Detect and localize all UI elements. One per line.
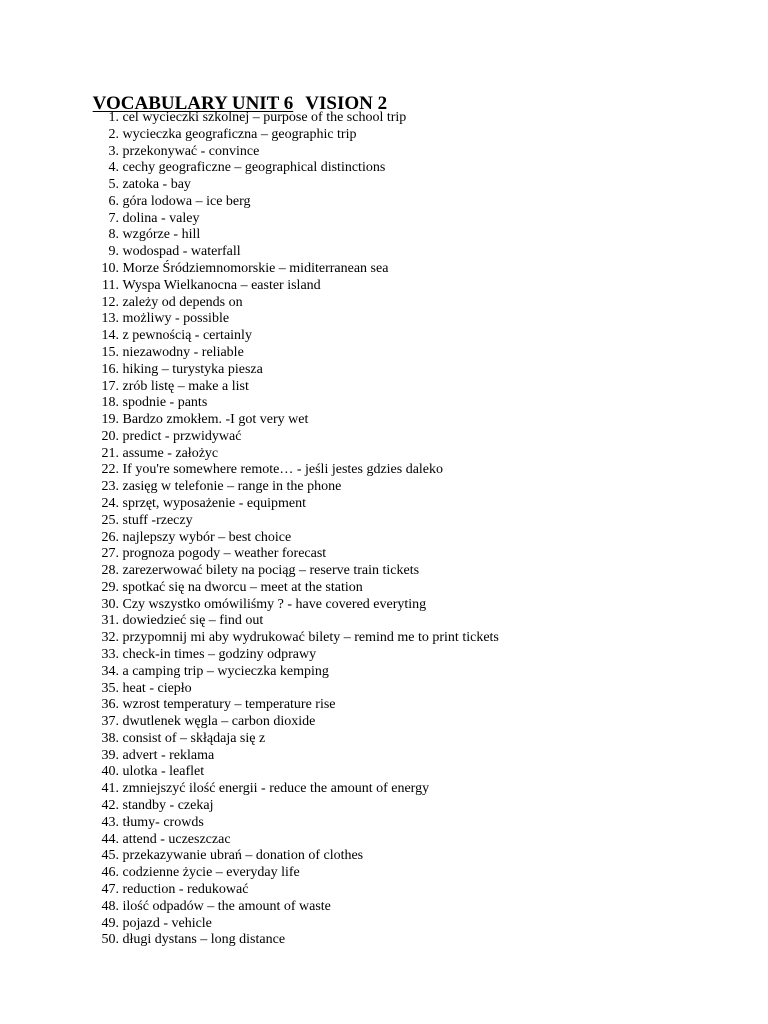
vocab-item-text: codzienne życie – everyday life bbox=[122, 865, 300, 881]
vocab-item-number: 50. bbox=[101, 932, 119, 948]
vocab-item-text: pojazd - vehicle bbox=[122, 915, 212, 931]
vocab-item-text: długi dystans – long distance bbox=[122, 932, 286, 948]
vocab-item-text: dolina - valey bbox=[122, 210, 200, 226]
vocab-item-text: dowiedzieć się – find out bbox=[122, 613, 264, 629]
vocab-item-number: 43. bbox=[101, 814, 119, 830]
vocab-item-text: Morze Śródziemnomorskie – miditerranean sea bbox=[122, 261, 389, 277]
vocab-item-text: tłumy- crowds bbox=[122, 814, 204, 830]
vocab-item bbox=[96, 546, 499, 563]
vocab-item bbox=[96, 714, 499, 731]
vocab-item-text: predict - przwidywać bbox=[122, 428, 242, 444]
vocab-item-number: 24. bbox=[101, 495, 119, 511]
vocab-item bbox=[96, 815, 499, 832]
vocab-item bbox=[96, 446, 499, 463]
vocab-item-number: 19. bbox=[101, 412, 119, 428]
vocab-item-text: najlepszy wybór – best choice bbox=[122, 529, 292, 545]
vocab-item bbox=[96, 647, 499, 664]
vocab-item-number: 35. bbox=[101, 680, 119, 696]
vocab-item bbox=[96, 681, 499, 698]
vocab-item-number: 28. bbox=[101, 563, 119, 579]
vocab-item-text: If you're somewhere remote… - jeśli jestes gdzies daleko bbox=[122, 462, 444, 478]
vocab-item-text: cechy geograficzne – geographical distinctions bbox=[122, 160, 386, 176]
vocab-item-number: 40. bbox=[101, 764, 119, 780]
vocab-item bbox=[96, 781, 499, 798]
vocab-item-text: ilość odpadów – the amount of waste bbox=[122, 898, 331, 914]
vocab-item-number: 6. bbox=[108, 193, 119, 209]
vocab-item-text: zależy od depends on bbox=[122, 294, 243, 310]
vocab-item-text: możliwy - possible bbox=[122, 311, 230, 327]
vocab-item-text: a camping trip – wycieczka kemping bbox=[122, 663, 329, 679]
vocab-item bbox=[96, 882, 499, 899]
vocab-item-text: zarezerwować bilety na pociąg – reserve train tickets bbox=[122, 563, 420, 579]
vocab-item-text: Czy wszystko omówiliśmy ? - have covered everyting bbox=[122, 596, 427, 612]
vocab-item-number: 5. bbox=[108, 177, 119, 193]
vocab-item bbox=[96, 429, 499, 446]
vocab-item-text: zatoka - bay bbox=[122, 177, 191, 193]
vocab-item-text: przypomnij mi aby wydrukować bilety – remind me to print tickets bbox=[122, 630, 499, 646]
vocab-item-text: przekazywanie ubrań – donation of clothes bbox=[122, 848, 364, 864]
vocab-item-number: 11. bbox=[102, 277, 119, 293]
vocab-item-text: sprzęt, wyposażenie - equipment bbox=[122, 495, 306, 511]
vocab-item-text: przekonywać - convince bbox=[122, 143, 260, 159]
vocab-item-text: dwutlenek węgla – carbon dioxide bbox=[122, 714, 316, 730]
vocab-item-number: 15. bbox=[101, 344, 119, 360]
vocab-item bbox=[96, 530, 499, 547]
vocab-item-number: 2. bbox=[108, 126, 119, 142]
vocab-item bbox=[96, 311, 499, 328]
vocab-item bbox=[96, 580, 499, 597]
vocab-item-text: attend - uczeszczac bbox=[122, 831, 231, 847]
vocab-item bbox=[96, 177, 499, 194]
vocab-item-text: check-in times – godziny odprawy bbox=[122, 647, 317, 662]
vocab-item-text: standby - czekaj bbox=[122, 798, 214, 814]
vocab-item bbox=[96, 278, 499, 295]
vocab-item-text: consist of – skłądaja się z bbox=[122, 730, 266, 746]
vocab-item-text: zasięg w telefonie – range in the phone bbox=[122, 479, 342, 495]
vocab-item-text: reduction - redukować bbox=[122, 881, 249, 897]
vocab-item bbox=[96, 479, 499, 496]
vocab-item-number: 25. bbox=[101, 512, 119, 528]
vocab-item bbox=[96, 379, 499, 396]
vocab-item bbox=[96, 697, 499, 714]
vocab-item-number: 1. bbox=[108, 110, 119, 125]
vocab-item bbox=[96, 496, 499, 513]
vocab-item bbox=[96, 144, 499, 161]
vocab-item-number: 29. bbox=[101, 579, 119, 595]
vocab-item-text: wzrost temperatury – temperature rise bbox=[122, 697, 336, 713]
vocab-item bbox=[96, 630, 499, 647]
vocab-item-number: 8. bbox=[108, 227, 119, 243]
vocab-item-number: 34. bbox=[101, 663, 119, 679]
vocab-item-number: 26. bbox=[101, 529, 119, 545]
vocab-item-text: heat - ciepło bbox=[122, 680, 192, 696]
vocab-item-number: 22. bbox=[101, 462, 119, 478]
vocab-item-text: stuff -rzeczy bbox=[122, 512, 193, 528]
vocab-item bbox=[96, 865, 499, 882]
vocab-item-number: 33. bbox=[101, 647, 119, 662]
vocab-item bbox=[96, 563, 499, 580]
title-sub: VISION 2 bbox=[305, 93, 388, 114]
vocab-item bbox=[96, 899, 499, 916]
vocab-item bbox=[96, 932, 499, 949]
vocab-item-number: 20. bbox=[101, 428, 119, 444]
vocab-item bbox=[96, 295, 499, 312]
vocab-item-number: 48. bbox=[101, 898, 119, 914]
vocab-item bbox=[96, 462, 499, 479]
vocab-item bbox=[96, 328, 499, 345]
vocab-item-text: prognoza pogody – weather forecast bbox=[122, 546, 327, 562]
vocab-item-number: 18. bbox=[101, 395, 119, 411]
vocab-item-text: góra lodowa – ice berg bbox=[122, 193, 251, 209]
vocab-item-number: 46. bbox=[101, 865, 119, 881]
vocab-item bbox=[96, 613, 499, 630]
vocab-item-number: 42. bbox=[101, 798, 119, 814]
vocab-item-number: 3. bbox=[108, 143, 119, 159]
vocab-item-text: wzgórze - hill bbox=[122, 227, 201, 243]
vocab-item-number: 32. bbox=[101, 630, 119, 646]
vocab-item bbox=[96, 597, 499, 614]
vocab-item-text: z pewnością - certainly bbox=[122, 328, 252, 344]
vocab-item-number: 13. bbox=[101, 311, 119, 327]
vocab-item-number: 37. bbox=[101, 714, 119, 730]
vocab-item bbox=[96, 513, 499, 530]
vocab-item bbox=[96, 748, 499, 765]
vocab-item-number: 36. bbox=[101, 697, 119, 713]
vocab-item bbox=[96, 832, 499, 849]
vocab-item-text: wycieczka geograficzna – geographic trip bbox=[122, 126, 357, 142]
vocab-item-number: 7. bbox=[108, 210, 119, 226]
vocab-item-number: 17. bbox=[101, 378, 119, 394]
vocab-item-text: Wyspa Wielkanocna – easter island bbox=[122, 277, 321, 293]
vocab-item-text: advert - reklama bbox=[122, 747, 215, 763]
vocab-item bbox=[96, 127, 499, 144]
vocab-item-text: spotkać się na dworcu – meet at the station bbox=[122, 579, 363, 595]
vocab-item bbox=[96, 227, 499, 244]
vocab-item bbox=[96, 261, 499, 278]
title-main: VOCABULARY UNIT 6 bbox=[92, 93, 294, 114]
vocab-item-number: 12. bbox=[101, 294, 119, 310]
vocab-item-number: 38. bbox=[101, 730, 119, 746]
vocab-item bbox=[96, 916, 499, 933]
vocab-item-number: 45. bbox=[101, 848, 119, 864]
vocab-item bbox=[96, 664, 499, 681]
vocab-item-number: 10. bbox=[101, 261, 119, 277]
vocab-item-number: 30. bbox=[101, 596, 119, 612]
vocab-item-number: 16. bbox=[101, 361, 119, 377]
vocab-item bbox=[96, 764, 499, 781]
vocab-item bbox=[96, 362, 499, 379]
vocab-item-text: spodnie - pants bbox=[122, 395, 208, 411]
vocab-item-number: 44. bbox=[101, 831, 119, 847]
vocabulary-list bbox=[96, 110, 499, 949]
vocab-item-number: 49. bbox=[101, 915, 119, 931]
vocab-item-text: zrób listę – make a list bbox=[122, 378, 249, 394]
vocab-item-number: 4. bbox=[108, 160, 119, 176]
vocab-item-number: 14. bbox=[101, 328, 119, 344]
vocab-item bbox=[96, 412, 499, 429]
vocab-item bbox=[96, 244, 499, 261]
vocab-item-number: 47. bbox=[101, 881, 119, 897]
vocab-item bbox=[96, 395, 499, 412]
vocab-item bbox=[96, 211, 499, 228]
vocab-item-number: 27. bbox=[101, 546, 119, 562]
vocab-item-number: 23. bbox=[101, 479, 119, 495]
vocab-item-number: 21. bbox=[101, 445, 119, 461]
vocab-item-text: hiking – turystyka piesza bbox=[122, 361, 263, 377]
vocab-item-text: ulotka - leaflet bbox=[122, 764, 205, 780]
vocab-item-number: 31. bbox=[101, 613, 119, 629]
vocab-item-text: niezawodny - reliable bbox=[122, 344, 244, 360]
vocab-item-number: 9. bbox=[108, 244, 119, 260]
vocab-item bbox=[96, 110, 499, 127]
vocab-item bbox=[96, 731, 499, 748]
vocab-item-number: 39. bbox=[101, 747, 119, 763]
vocab-item-text: assume - założyc bbox=[122, 445, 219, 461]
vocab-item bbox=[96, 160, 499, 177]
vocab-item bbox=[96, 798, 499, 815]
vocab-item bbox=[96, 848, 499, 865]
vocab-item bbox=[96, 194, 499, 211]
vocab-item-text: cel wycieczki szkolnej – purpose of the school trip bbox=[122, 110, 407, 125]
vocab-item-text: Bardzo zmokłem. -I got very wet bbox=[122, 412, 309, 428]
vocab-item-text: wodospad - waterfall bbox=[122, 244, 241, 260]
vocab-item-number: 41. bbox=[101, 781, 119, 797]
vocab-item bbox=[96, 345, 499, 362]
vocab-item-text: zmniejszyć ilość energii - reduce the amount of energy bbox=[122, 781, 430, 797]
